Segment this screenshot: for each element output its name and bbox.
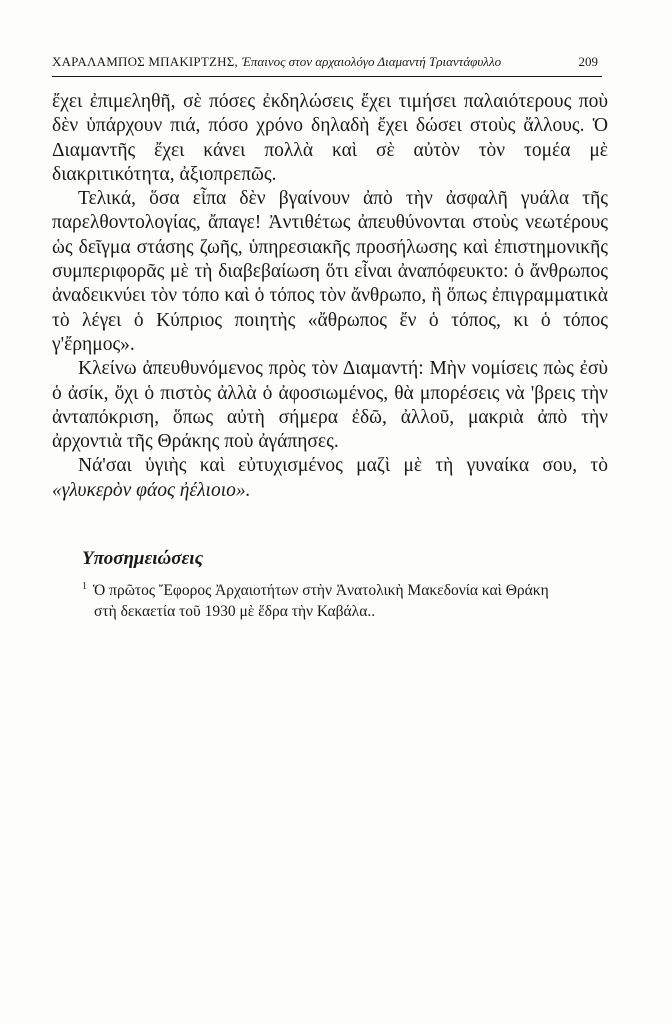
running-head <box>52 54 598 71</box>
footnote-item <box>82 576 616 622</box>
paragraph-4-text: Νά'σαι ὑγιὴς καὶ εὐτυχισμένος μαζὶ μὲ τὴ γυναίκα σου, τὸ <box>78 455 608 477</box>
running-head-title: Έπαινος στον αρχαιολόγο Διαμαντή Τριαντάφυλλο <box>242 54 502 69</box>
footnote-line-2: στὴ δεκαετία τοῦ 1930 μὲ ἕδρα τὴν Καβάλα.. <box>94 603 376 620</box>
header-rule <box>52 76 602 77</box>
paragraph-1: ἔχει ἐπιμεληθῆ, σὲ πόσες ἐκδηλώσεις ἔχει τιμήσει παλαιότερους ποὺ δὲν ὑπάρχουν πιά, πόσο χρόνο δηλαδὴ ἔχει δώσει στοὺς ἄλλους. Ὁ Διαμαντῆς ἔχει κάνει πολλὰ καὶ σὲ αὐτὸν τὸν τομέα μὲ διακριτικότητα, ἀξιοπρεπῶς. <box>52 91 608 185</box>
footnotes-heading: Υποσημειώσεις <box>82 548 204 569</box>
paragraph-4-quote: «γλυκερὸν φάος ἠέλιοιο». <box>52 479 251 501</box>
paragraph-4 <box>52 454 608 503</box>
footnote-number: 1 <box>82 581 87 592</box>
footnote-line-1 <box>82 576 616 601</box>
footnote-text-1: Ὁ πρῶτος Ἔφορος Ἀρχαιοτήτων στὴν Ἀνατολικὴ Μακεδονία καὶ Θράκη <box>93 582 549 599</box>
page-number: 209 <box>578 54 598 69</box>
paragraph-2: Τελικά, ὅσα εἶπα δὲν βγαίνουν ἀπὸ τὴν ἀσφαλῆ γυάλα τῆς παρελθοντολογίας, ἄπαγε! Ἀντιθέτως ἀπευθύνονται στοὺς νεωτέρους ὡς δεῖγμα στάσης ζωῆς, ὑπηρεσιακῆς προσήλωσης καὶ ἐπιστημονικῆς συμπεριφορᾶς μὲ τὴ διαβεβαίωση ὅτι εἶναι ἀναπόφευκτο: ὁ ἄνθρωπος ἀναδεικνύει τὸν τόπο καὶ ὁ τόπος τὸν ἄνθρωπο, ἢ ὅπως ἐπιγραμματικὰ τὸ λέγει ὁ Κύπριος ποιητὴς «ἄθρωπος ἔν ὁ τόπος, κι ὁ τόπος γ'ἔρημος». <box>52 188 608 355</box>
body-text <box>52 90 608 503</box>
running-head-author: ΧΑΡΑΛΑΜΠΟΣ ΜΠΑΚΙΡΤΖΗΣ, <box>52 54 238 69</box>
paragraph-3: Κλείνω ἀπευθυνόμενος πρὸς τὸν Διαμαντή: Μὴν νομίσεις πὼς ἐσὺ ὁ ἀσίκ, ὄχι ὁ πιστὸς ἀλλὰ ὁ ἀφοσιωμένος, θὰ μπορέσεις νὰ 'βρεις τὴν ἀνταπόκριση, ὅπως αὐτὴ σήμερα ἐδῶ, ἀλλοῦ, μακριὰ ἀπὸ τὴν ἀρχοντιὰ τῆς Θράκης ποὺ ἀγάπησες. <box>52 358 608 453</box>
